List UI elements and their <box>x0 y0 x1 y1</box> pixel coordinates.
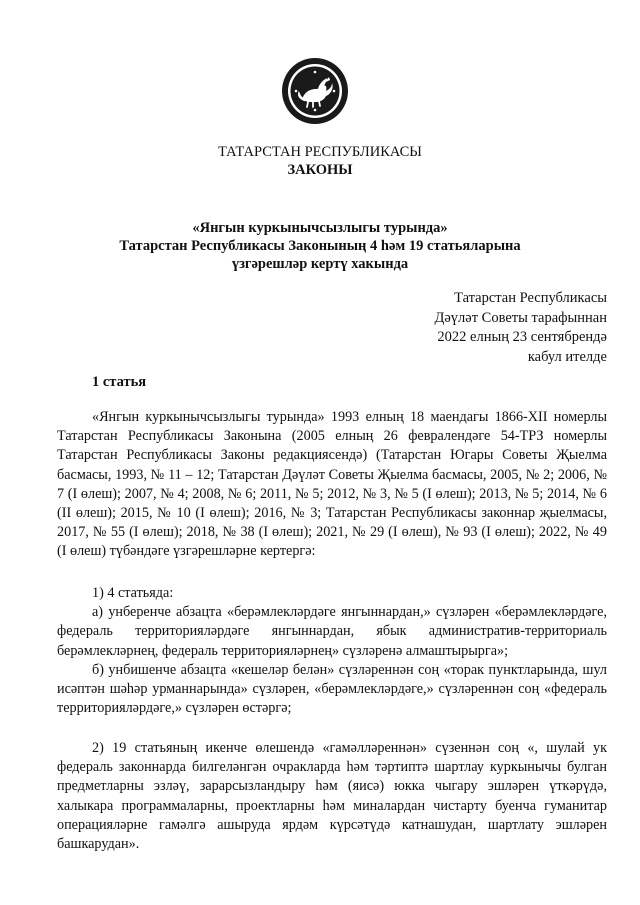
item-1-b: б) унбишенче абзацта «кешеләр белән» сүзләреннән соң «торак пунктларында, шул исәптән шәһәр урманнарында» сүзләрен, «берәмлекләрдәге,» сүзләреннән соң «федераль территорияләрдәге,» сүзләрен өстәргә; <box>57 661 607 717</box>
adoption-line-3: 2022 елның 23 сентябрендә <box>437 329 607 345</box>
item-1-a: а) унберенче абзацта «берәмлекләрдәге янгыннардан,» сүзләрен «берәмлекләрдәге, федераль территорияләрдәге янгыннардан, ябык административ-территориаль берәмлекләрнең, федераль территорияләрнең» сүзләренә алмаштырырга»; <box>57 604 607 659</box>
article-heading: 1 статья <box>92 374 147 390</box>
law-label: ЗАКОНЫ <box>287 162 353 178</box>
adoption-block <box>410 289 607 367</box>
title-line-3: үзгәрешләр кертү хакында <box>231 256 409 272</box>
item-1-heading: 1) 4 статьяда: <box>92 585 174 601</box>
title-line-1: «Янгын куркынычсызлыгы турында» <box>192 220 448 236</box>
article-intro <box>57 408 607 562</box>
intro-paragraph: «Янгын куркынычсызлыгы турында» 1993 елның 18 маендагы 1866-XII номерлы Татарстан Республикасы Законына (2005 елның 26 февралендәге 54-ТРЗ номерлы Татарстан Республикасы Законы редакциясендә) (Татарстан Югары Советы Җыелма басмасы, 1993, № 11 – 12; Татарстан Дәүләт Советы Җыелма басмасы, 2005, № 2; 2006, № 7 (I өлеш); 2007, № 4; 2008, № 6; 2011, № 5; 2012, № 3, № 5 (I өлеш); 2013, № 5; 2014, № 6 (II өлеш); 2015, № 10 (I өлеш); 2016, № 3; Татарстан Республикасы законнар җыелмасы, 2017, № 55 (I өлеш); 2018, № 38 (I өлеш); 2021, № 29 (I өлеш), № 93 (I өлеш); 2022, № 49 (I өлеш) түбәндәге үзгәрешләрне кертергә: <box>57 409 607 560</box>
item-2 <box>57 739 607 854</box>
adoption-line-2: Дәүләт Советы тарафыннан <box>434 309 607 326</box>
item-2-paragraph: 2) 19 статьяның икенче өлешендә «гамәлләреннән» сүзеннән соң «, шулай ук федераль законнарда билгеләнгән очракларда һәм тәртиптә шартлау куркынычы булган предметларны эзләү, зарарсызландыру һәм (яисә) юкка чыгару эшләрен үткәрүдә, халыкара программаларны, проектларны һәм миналардан чистарту буенча гуманитар операцияләрне гамәлгә ашыруда ярдәм күрсәтүдә катнашудан, шартлату эшләрен башкарудан». <box>57 740 607 853</box>
adoption-line-4: кабул ителде <box>527 348 607 365</box>
republic-name: ТАТАРСТАН РЕСПУБЛИКАСЫ <box>218 144 422 160</box>
title-line-2: Татарстан Республикасы Законының 4 һәм 19 статьяларына <box>119 238 521 254</box>
tatarstan-coat-of-arms-icon <box>280 56 350 126</box>
adoption-line-1: Татарстан Республикасы <box>454 290 607 306</box>
item-1 <box>57 584 607 718</box>
